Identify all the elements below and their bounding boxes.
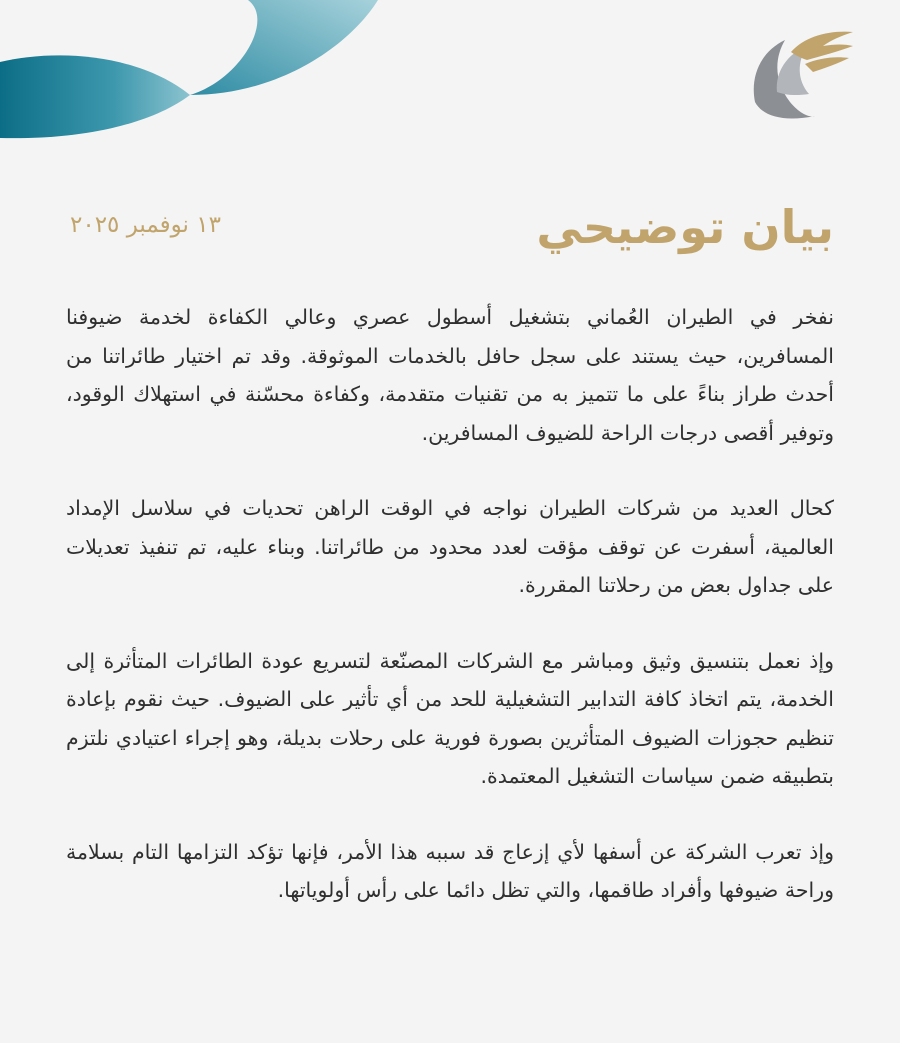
paragraph: وإذ نعمل بتنسيق وثيق ومباشر مع الشركات المصنّعة لتسريع عودة الطائرات المتأثرة إلى الخدمة، يتم اتخاذ كافة التدابير التشغيلية للحد من أي تأثير على الضيوف. حيث نقوم بإعادة تنظيم حجوزات الضيوف المتأثرين بصورة فورية على رحلات بديلة، وهو إجراء اعتيادي نلتزم بتطبيقه ضمن سياسات التشغيل المعتمدة. [66,648,834,788]
paragraph: وإذ تعرب الشركة عن أسفها لأي إزعاج قد سببه هذا الأمر، فإنها تؤكد التزامها التام بسلامة وراحة ضيوفها وأفراد طاقمها، والتي تظل دائما على رأس أولوياتها. [66,839,834,902]
oman-air-wing-logo [745,22,855,122]
statement-body [66,298,834,947]
statement-date: ١٣ نوفمبر ٢٠٢٥ [70,212,221,238]
paragraph: كحال العديد من شركات الطيران نواجه في الوقت الراهن تحديات في سلاسل الإمداد العالمية، أسفرت عن توقف مؤقت لعدد محدود من طائراتنا. وبناء عليه، تم تنفيذ تعديلات على جداول بعض من رحلاتنا المقررة. [66,496,834,597]
page-title: بيان توضيحي [536,200,834,254]
teal-wave-decoration [0,0,380,150]
paragraph: نفخر في الطيران العُماني بتشغيل أسطول عصري وعالي الكفاءة لخدمة ضيوفنا المسافرين، حيث يستند على سجل حافل بالخدمات الموثوقة. وقد تم اختيار طائراتنا من أحدث طراز بناءً على ما تتميز به من تقنيات متقدمة، وكفاءة محسّنة في استهلاك الوقود، وتوفير أقصى درجات الراحة للضيوف المسافرين. [66,305,834,445]
